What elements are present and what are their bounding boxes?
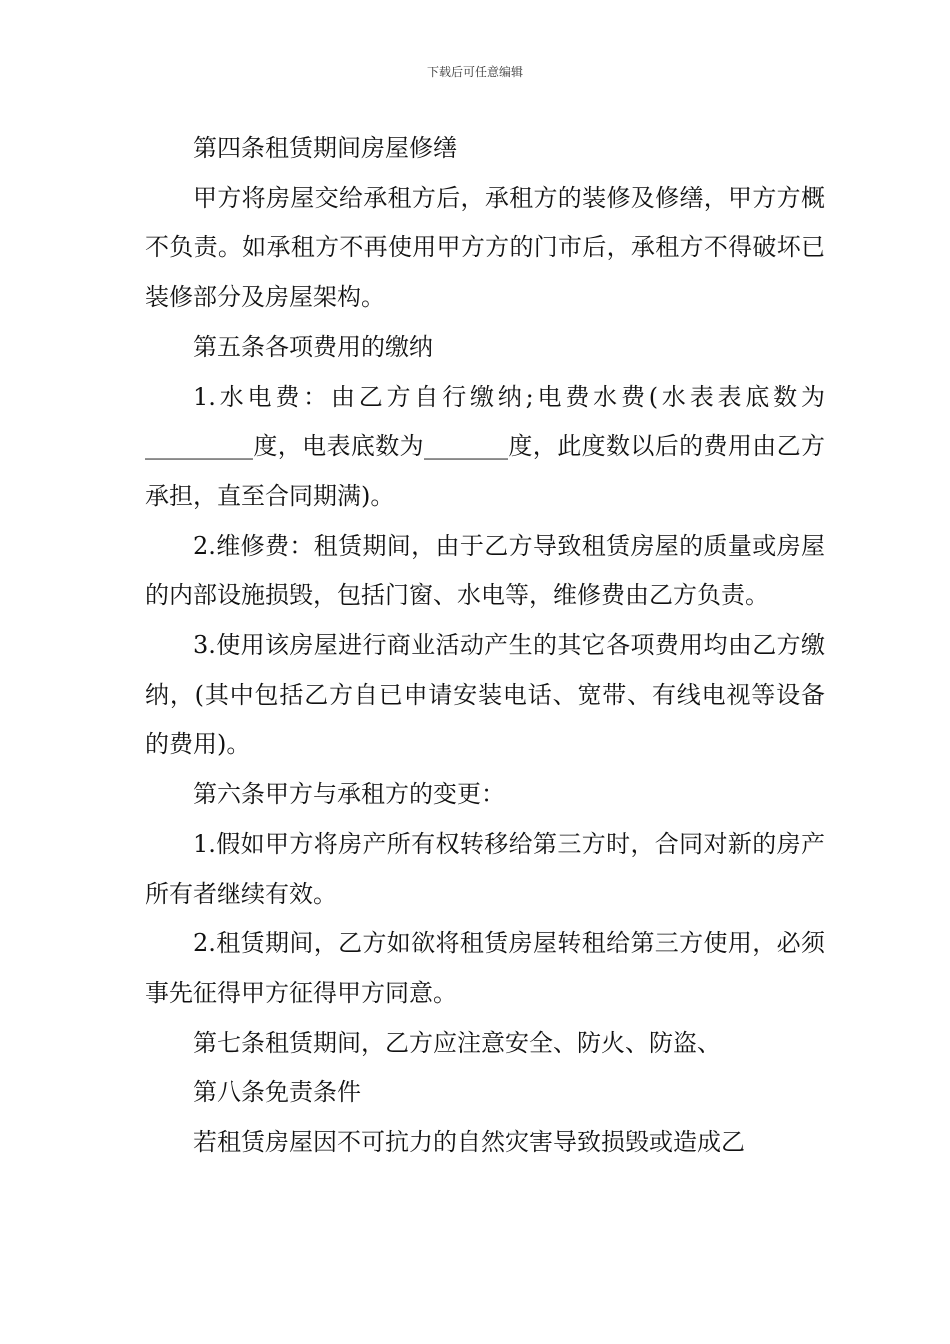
header-note: 下载后可任意编辑	[426, 65, 523, 79]
paragraph: 1.水电费：由乙方自行缴纳;电费水费(水表表底数为_________度，电表底数为_______度，此度数以后的费用由乙方承担，直至合同期满)。	[145, 382, 825, 510]
section-heading: 第四条租赁期间房屋修缮	[193, 134, 457, 162]
section-heading: 第六条甲方与承租方的变更：	[193, 780, 505, 809]
paragraph: 3.使用该房屋进行商业活动产生的其它各项费用均由乙方缴纳，(其中包括乙方自已申请安装电话、宽带、有线电视等设备的费用)。	[145, 631, 825, 759]
paragraph: 若租赁房屋因不可抗力的自然灾害导致损毁或造成乙	[193, 1128, 745, 1157]
section-heading: 第八条免责条件	[193, 1078, 361, 1107]
section-heading: 第七条租赁期间，乙方应注意安全、防火、防盗、	[193, 1028, 721, 1057]
section-heading: 第五条各项费用的缴纳	[193, 332, 433, 361]
paragraph: 甲方将房屋交给承租方后，承租方的装修及修缮，甲方方概不负责。如承租方不再使用甲方方的门市后，承租方不得破坏已装修部分及房屋架构。	[145, 183, 825, 312]
paragraph: 2.租赁期间，乙方如欲将租赁房屋转租给第三方使用，必须事先征得甲方征得甲方同意。	[145, 929, 825, 1007]
paragraph: 1.假如甲方将房产所有权转移给第三方时，合同对新的房产所有者继续有效。	[145, 829, 825, 908]
paragraph: 2.维修费：租赁期间，由于乙方导致租赁房屋的质量或房屋的内部设施损毁，包括门窗、水电等，维修费由乙方负责。	[145, 531, 825, 610]
document-body	[145, 124, 825, 1168]
